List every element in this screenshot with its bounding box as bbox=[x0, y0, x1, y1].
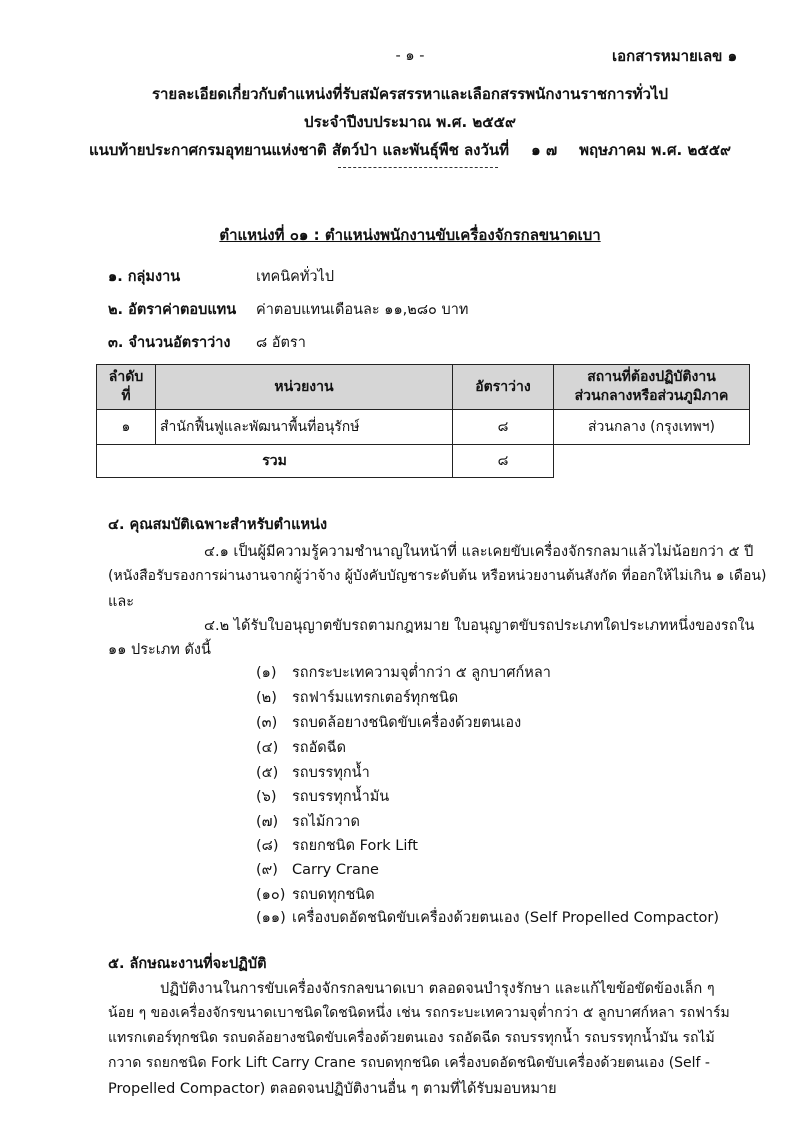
title-line-3-suffix: พฤษภาคม พ.ศ. ๒๕๕๙ bbox=[579, 141, 732, 159]
list-item-text: รถยกชนิด Fork Lift bbox=[292, 838, 418, 854]
header-seq bbox=[97, 365, 156, 410]
list-item-text: รถบดทุกชนิด bbox=[292, 887, 375, 903]
section-4-2-line2: ๑๑ ประเภท ดังนี้ bbox=[108, 642, 211, 658]
title-line-3 bbox=[60, 138, 760, 162]
header-seq-line1: ลำดับ bbox=[108, 369, 144, 385]
info-label: ๓. จำนวนอัตราว่าง bbox=[108, 335, 231, 351]
document-label: เอกสารหมายเลข ๑ bbox=[612, 47, 738, 65]
list-item bbox=[256, 711, 521, 734]
title-line-3-prefix: แนบท้ายประกาศกรมอุทยานแห่งชาติ สัตว์ป่า และพันธุ์พืช ลงวันที่ bbox=[88, 141, 510, 159]
list-item-number: (๑๑) bbox=[256, 910, 286, 926]
position-heading-text: ตำแหน่งที่ ๐๑ : ตำแหน่งพนักงานขับเครื่องจักรกลขนาดเบา bbox=[219, 226, 601, 244]
section-5-line2: น้อย ๆ ของเครื่องจักรขนาดเบาชนิดใดชนิดหนึ่ง เช่น รถกระบะเทความจุต่ำกว่า ๕ ลูกบาศก์หลา รถฟาร์ม bbox=[108, 1005, 730, 1021]
page-number: - ๑ - bbox=[395, 48, 425, 64]
info-value: ๘ อัตรา bbox=[256, 335, 306, 351]
list-item-text: รถกระบะเทความจุต่ำกว่า ๕ ลูกบาศก์หลา bbox=[292, 665, 551, 681]
list-item-text: รถบดล้อยางชนิดขับเครื่องด้วยตนเอง bbox=[292, 715, 522, 731]
section-5-heading: ๕. ลักษณะงานที่จะปฏิบัติ bbox=[108, 956, 267, 972]
list-item bbox=[256, 661, 551, 684]
list-item-number: (๑๐) bbox=[256, 887, 286, 903]
cell-total-value: ๘ bbox=[453, 445, 554, 478]
header-location-line2: ส่วนกลางหรือส่วนภูมิภาค bbox=[574, 388, 729, 404]
section-5-line4: กวาด รถยกชนิด Fork Lift Carry Crane รถบดทุกชนิด เครื่องบดอัดชนิดขับเครื่องด้วยตนเอง (Self - bbox=[108, 1055, 710, 1071]
table-header-row bbox=[97, 365, 750, 410]
list-item bbox=[256, 858, 379, 881]
cell-seq: ๑ bbox=[97, 410, 156, 445]
list-item bbox=[256, 834, 418, 857]
title-line-3-day: ๑ ๗ bbox=[531, 141, 558, 159]
list-item bbox=[256, 785, 389, 808]
list-item-text: Carry Crane bbox=[292, 862, 379, 878]
title-line-2: ประจำปีงบประมาณ พ.ศ. ๒๕๕๙ bbox=[304, 113, 516, 131]
section-5-line3: แทรกเตอร์ทุกชนิด รถบดล้อยางชนิดขับเครื่องด้วยตนเอง รถอัดฉีด รถบรรทุกน้ำ รถบรรทุกน้ำมัน รถไม้ bbox=[108, 1030, 715, 1046]
cell-vacancies: ๘ bbox=[453, 410, 554, 445]
header-unit: หน่วยงาน bbox=[156, 365, 453, 410]
section-4-1-line2: (หนังสือรับรองการผ่านงานจากผู้ว่าจ้าง ผู้บังคับบัญชาระดับต้น หรือหน่วยงานต้นสังกัด ที่ออกให้ไม่เกิน ๑ เดือน) bbox=[108, 568, 767, 584]
info-value: ค่าตอบแทนเดือนละ ๑๑,๒๘๐ บาท bbox=[256, 302, 469, 318]
table-row bbox=[97, 410, 750, 445]
section-4-2-line1: ๔.๒ ได้รับใบอนุญาตขับรถตามกฎหมาย ใบอนุญาตขับรถประเภทใดประเภทหนึ่งของรถใน bbox=[204, 618, 755, 634]
position-heading bbox=[10, 223, 800, 247]
vacancy-table bbox=[96, 364, 750, 478]
section-4-1-line3: และ bbox=[108, 594, 135, 610]
list-item-number: (๙) bbox=[256, 862, 278, 878]
info-label: ๒. อัตราค่าตอบแทน bbox=[108, 302, 237, 318]
list-item-number: (๕) bbox=[256, 765, 279, 781]
list-item bbox=[256, 761, 370, 784]
list-item-number: (๗) bbox=[256, 814, 279, 830]
section-4-1-line1: ๔.๑ เป็นผู้มีความรู้ความชำนาญในหน้าที่ และเคยขับเครื่องจักรกลมาแล้วไม่น้อยกว่า ๕ ปี bbox=[204, 544, 754, 560]
list-item-text: รถบรรทุกน้ำมัน bbox=[292, 789, 390, 805]
list-item-number: (๖) bbox=[256, 789, 277, 805]
list-item bbox=[256, 883, 375, 906]
cell-empty bbox=[554, 445, 750, 478]
list-item-number: (๘) bbox=[256, 838, 279, 854]
header-seq-line2: ที่ bbox=[121, 388, 131, 404]
header-location-line1: สถานที่ต้องปฏิบัติงาน bbox=[587, 369, 716, 385]
list-item-text: เครื่องบดอัดชนิดขับเครื่องด้วยตนเอง (Self Propelled Compactor) bbox=[292, 910, 720, 926]
list-item bbox=[256, 810, 360, 833]
section-5-line1: ปฏิบัติงานในการขับเครื่องจักรกลขนาดเบา ตลอดจนบำรุงรักษา และแก้ไขข้อขัดข้องเล็ก ๆ bbox=[160, 981, 715, 997]
list-item bbox=[256, 736, 346, 759]
header-vacancies: อัตราว่าง bbox=[453, 365, 554, 410]
table-total-row bbox=[97, 445, 750, 478]
section-4-heading: ๔. คุณสมบัติเฉพาะสำหรับตำแหน่ง bbox=[108, 517, 328, 533]
title-line-1: รายละเอียดเกี่ยวกับตำแหน่งที่รับสมัครสรรหาและเลือกสรรพนักงานราชการทั่วไป bbox=[151, 85, 669, 103]
list-item-text: รถไม้กวาด bbox=[292, 814, 360, 830]
list-item-text: รถฟาร์มแทรกเตอร์ทุกชนิด bbox=[292, 690, 459, 706]
cell-location: ส่วนกลาง (กรุงเทพฯ) bbox=[554, 410, 750, 445]
list-item bbox=[256, 686, 458, 709]
list-item-text: รถอัดฉีด bbox=[292, 740, 346, 756]
list-item-number: (๑) bbox=[256, 665, 277, 681]
cell-total-label: รวม bbox=[97, 445, 453, 478]
section-5-line5: Propelled Compactor) ตลอดจนปฏิบัติงานอื่น ๆ ตามที่ได้รับมอบหมาย bbox=[108, 1081, 557, 1097]
info-value: เทคนิคทั่วไป bbox=[256, 269, 335, 285]
list-item-number: (๓) bbox=[256, 715, 278, 731]
list-item-number: (๒) bbox=[256, 690, 277, 706]
list-item-text: รถบรรทุกน้ำ bbox=[292, 765, 370, 781]
list-item-number: (๔) bbox=[256, 740, 279, 756]
info-label: ๑. กลุ่มงาน bbox=[108, 269, 181, 285]
header-location bbox=[554, 365, 750, 410]
header-divider bbox=[338, 167, 498, 168]
cell-unit: สำนักฟื้นฟูและพัฒนาพื้นที่อนุรักษ์ bbox=[156, 410, 453, 445]
list-item bbox=[256, 906, 719, 929]
